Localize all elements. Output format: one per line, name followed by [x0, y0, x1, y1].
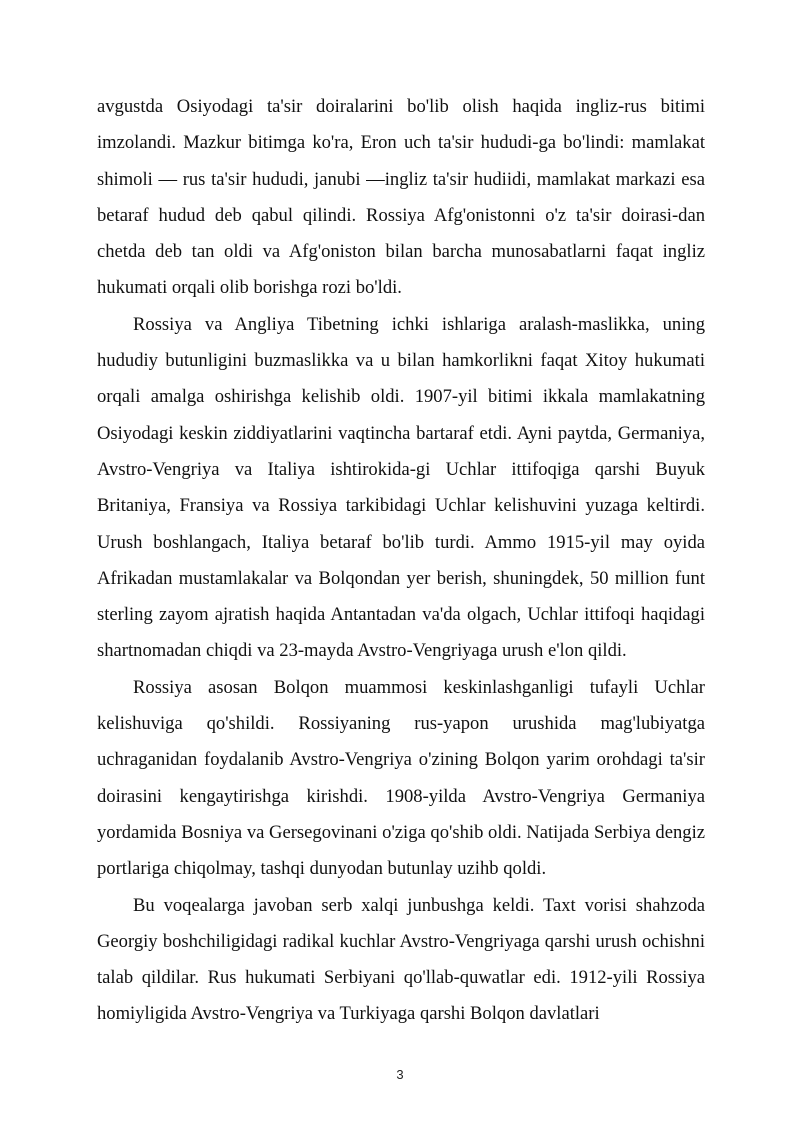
body-text [97, 89, 705, 1033]
paragraph-3: Rossiya asosan Bolqon muammosi keskinlashganligi tufayli Uchlar kelishuviga qo'shildi. Rossiyaning rus-yapon urushida mag'lubiyatga uchraganidan foydalanib Avstro-Vengriya o'zining Bolqon yarim orohdagi ta'sir doirasini kengaytirishga kirishdi. 1908-yilda Avstro-Vengriya Germaniya yordamida Bosniya va Gersegovinani o'ziga qo'shib oldi. Natijada Serbiya dengiz portlariga chiqolmay, tashqi dunyodan butunlay uzihb qoldi. [97, 676, 705, 880]
paragraph-4: Bu voqealarga javoban serb xalqi junbushga keldi. Taxt vorisi shahzoda Georgiy boshchiligidagi radikal kuchlar Avstro-Vengriyaga qarshi urush ochishni talab qildilar. Rus hukumati Serbiyani qo'llab-quwatlar edi. 1912-yili Rossiya homiyligida Avstro-Vengriya va Turkiyaga qarshi Bolqon davlatlari [97, 894, 705, 1025]
page-number: 3 [396, 1067, 404, 1082]
paragraph-1: avgustda Osiyodagi ta'sir doiralarini bo'lib olish haqida ingliz-rus bitimi imzolandi. Mazkur bitimga ko'ra, Eron uch ta'sir hududi-ga bo'lindi: mamlakat shimoli — rus ta'sir hududi, janubi —ingliz ta'sir hudiidi, mamlakat markazi esa betaraf hudud deb qabul qilindi. Rossiya Afg'onistonni o'z ta'sir doirasi-dan chetda deb tan oldi va Afg'oniston bilan barcha munosabatlarni faqat ingliz hukumati orqali olib borishga rozi bo'ldi. [97, 96, 705, 299]
paragraph-2: Rossiya va Angliya Tibetning ichki ishlariga aralash-maslikka, uning hududiy butunligini buzmaslikka va u bilan hamkorlikni faqat Xitoy hukumati orqali amalga oshirishga kelishib oldi. 1907-yil bitimi ikkala mamlakatning Osiyodagi keskin ziddiyatlarini vaqtincha bartaraf etdi. Ayni paytda, Germaniya, Avstro-Vengriya va Italiya ishtirokida-gi Uchlar ittifoqiga qarshi Buyuk Britaniya, Fransiya va Rossiya tarkibidagi Uchlar kelishuvini yuzaga keltirdi. Urush boshlangach, Italiya betaraf bo'lib turdi. Ammo 1915-yil may oyida Afrikadan mustamlakalar va Bolqondan yer berish, shuningdek, 50 million funt sterling zayom ajratish haqida Antantadan va'da olgach, Uchlar ittifoqi haqidagi shartnomadan chiqdi va 23-mayda Avstro-Vengriyaga urush e'lon qildi. [97, 313, 705, 662]
